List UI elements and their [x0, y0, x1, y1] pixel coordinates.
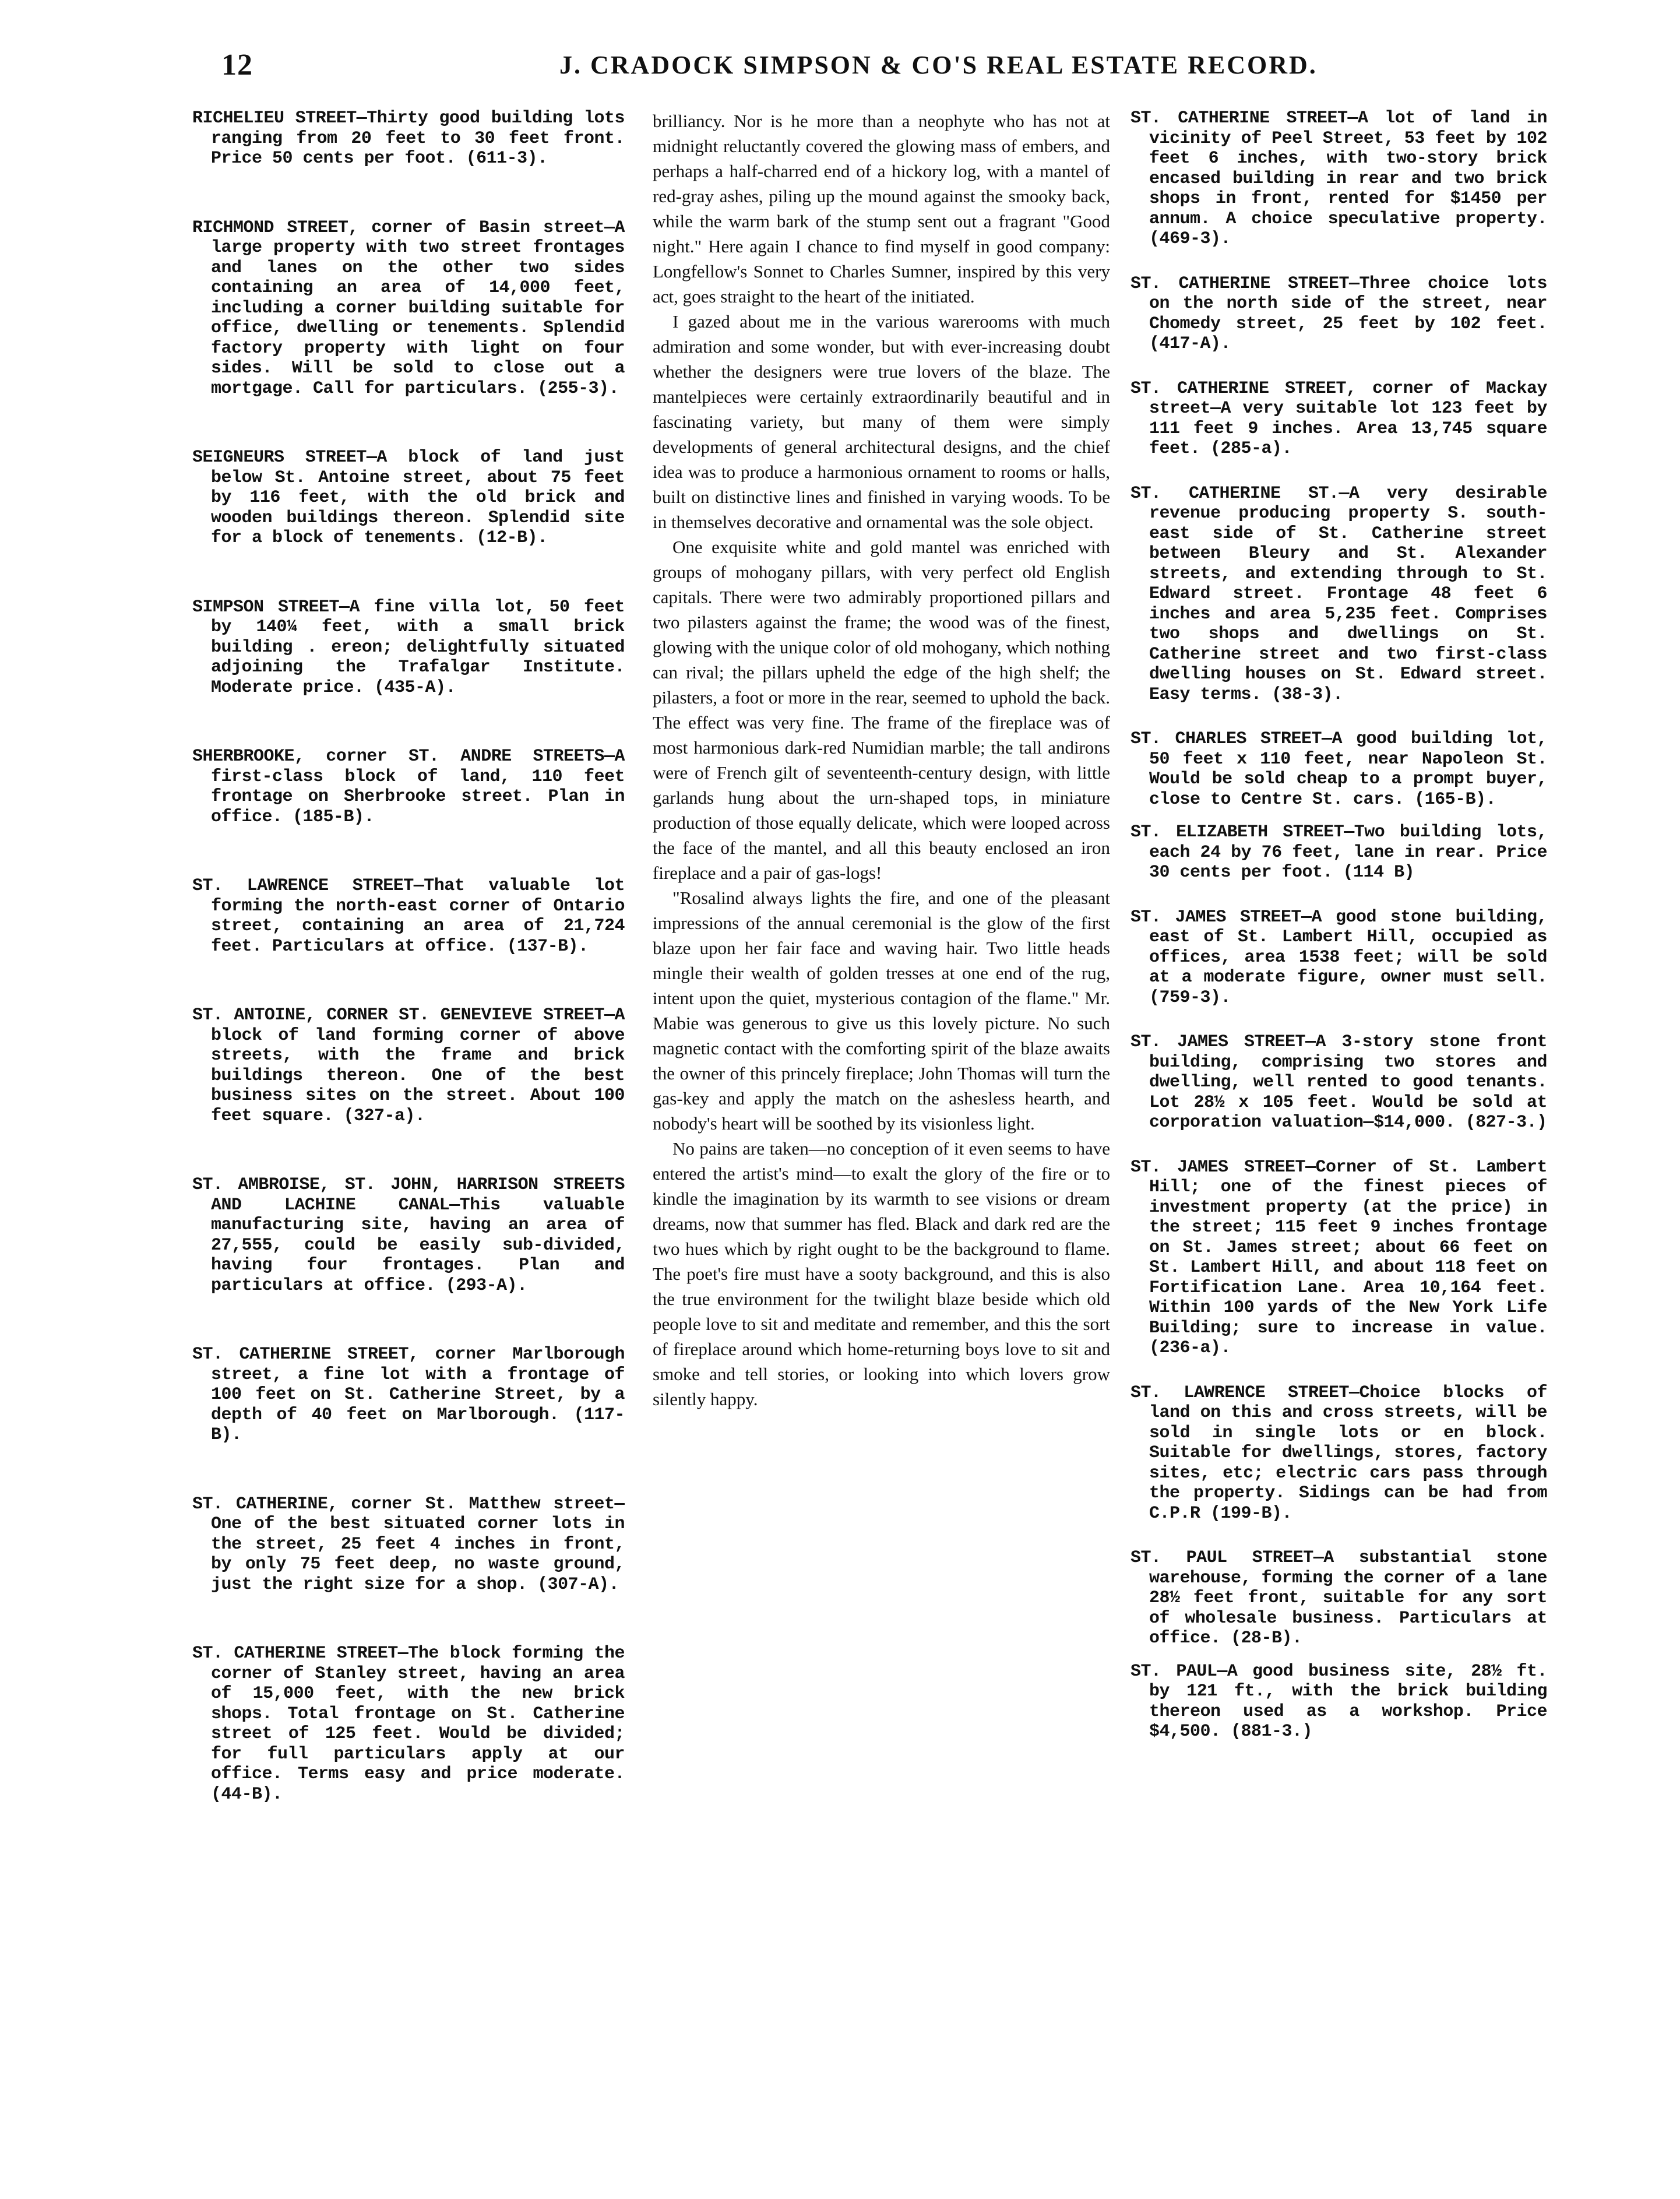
listing-st-ambroise-lachine-canal: ST. AMBROISE, ST. JOHN, HARRISON STREETS AND LACHINE CANAL—This valuable manufacturing site, having an area of 27,555, could be easily sub-divided, having four frontages. Plan and particulars at office. (293-A).: [192, 1175, 625, 1296]
article-paragraph: I gazed about me in the various warerooms with much admiration and some wonder, but with ever-increasing doubt whether the designers were true lovers of the blaze. The mantelpieces were certainly extraordinarily beautiful and in fascinating variety, but many of them were simply developments of general architectural designs, and the chief idea was to produce a harmonious ornament to rooms or halls, built on distinctive lines and finished in varying woods. To be in themselves decorative and ornamental was the sole object.: [653, 311, 1110, 532]
article-paragraph: "Rosalind always lights the fire, and one of the pleasant impressions of the annual ceremonial is the glow of the first blaze upon her fair face and waving hair. Two little heads mingle their wealth of golden tresses at one end of the rug, intent upon the quiet, mysterious contagion of the flame." Mr. Mabie was generous to give us this lovely picture. No such magnetic contact with the comforting spirit of the blaze awaits the owner of this princely fireplace; John Thomas will turn the gas-key and apply the match on the ashesless hearth, and nobody's heart will be soothed by its visionless light.: [653, 888, 1110, 1134]
listing-st-catherine-mackay: ST. CATHERINE STREET, corner of Mackay street—A very suitable lot 123 feet by 111 feet 9 inches. Area 13,745 square feet. (285-a).: [1130, 378, 1547, 459]
listing-seigneurs-street: SEIGNEURS STREET—A block of land just below St. Antoine street, about 75 feet by 116 feet, with the old brick and wooden buildings thereon. Splendid site for a block of tenements. (12-B).: [192, 448, 625, 548]
listing-st-charles-street: ST. CHARLES STREET—A good building lot, 50 feet x 110 feet, near Napoleon St. Would be sold cheap to a prompt buyer, close to Centre St. cars. (165-B).: [1130, 729, 1547, 810]
left-column-listings: [192, 108, 625, 1997]
listing-st-paul-warehouse: ST. PAUL STREET—A substantial stone warehouse, forming the corner of a lane 28½ feet front, suitable for any sort of wholesale business. Particulars at office. (28-B).: [1130, 1548, 1547, 1648]
middle-column-article: [653, 108, 1110, 1997]
listing-st-catherine-stanley: ST. CATHERINE STREET—The block forming the corner of Stanley street, having an area of 15,000 feet, with the new brick shops. Total frontage on St. Catherine street of 125 feet. Would be divided; for full particulars apply at our office. Terms easy and price moderate. (44-B).: [192, 1644, 625, 1804]
listing-st-catherine-bleury: ST. CATHERINE ST.—A very desirable revenue producing property S. south-east side of St. Catherine street between Bleury and St. Alexander streets, and extending through to St. Edward street. Frontage 48 feet 6 inches and area 5,235 feet. Comprises two shops and dwellings on St. Catherine street and two first-class dwelling houses on St. Edward street. Easy terms. (38-3).: [1130, 483, 1547, 705]
listing-st-catherine-peel: ST. CATHERINE STREET—A lot of land in vicinity of Peel Street, 53 feet by 102 feet 6 inches, with two-story brick encased building in rear and two brick shops in front, rented for $1450 per annum. A choice speculative property. (469-3).: [1130, 108, 1547, 249]
listing-st-lawrence-street: ST. LAWRENCE STREET—That valuable lot forming the north-east corner of Ontario street, containing an area of 21,724 feet. Particulars at office. (137-B).: [192, 876, 625, 956]
article-paragraph: brilliancy. Nor is he more than a neophyte who has not at midnight reluctantly covered the glowing mass of embers, and perhaps a half-charred end of a hickory log, with a mantel of red-gray ashes, piling up the mound against the smooky back, while the warm bark of the stump sent out a fragrant "Good night." Here again I chance to find myself in good company: Longfellow's Sonnet to Charles Sumner, inspired by this very act, goes straight to the heart of the initiated.: [653, 111, 1110, 307]
listing-st-james-three-story: ST. JAMES STREET—A 3-story stone front building, comprising two stores and dwelling, well rented to good tenants. Lot 28½ x 105 feet. Would be sold at corporation valuation—$14,000. (827-3.): [1130, 1032, 1547, 1132]
listing-sherbrooke-st-andre: SHERBROOKE, corner ST. ANDRE STREETS—A first-class block of land, 110 feet frontage on Sherbrooke street. Plan in office. (185-B).: [192, 747, 625, 827]
listing-st-catherine-st-matthew: ST. CATHERINE, corner St. Matthew street—One of the best situated corner lots in the street, 25 feet 4 inches in front, by only 75 feet deep, no waste ground, just the right size for a shop. (307-A).: [192, 1494, 625, 1595]
listing-st-james-stone-building: ST. JAMES STREET—A good stone building, east of St. Lambert Hill, occupied as offices, area 1538 feet; will be sold at a moderate figure, owner must sell. (759-3).: [1130, 907, 1547, 1008]
right-column-listings: [1130, 108, 1547, 1997]
running-title: J. CRADOCK SIMPSON & CO'S REAL ESTATE RECORD.: [559, 51, 1318, 79]
listing-st-lawrence-blocks: ST. LAWRENCE STREET—Choice blocks of land on this and cross streets, will be sold in single lots or en block. Suitable for dwellings, stores, factory sites, etc; electric cars pass through the property. Sidings can be had from C.P.R (199-B).: [1130, 1382, 1547, 1524]
listing-st-paul-workshop: ST. PAUL—A good business site, 28½ ft. by 121 ft., with the brick building thereon used as a workshop. Price $4,500. (881-3.): [1130, 1661, 1547, 1741]
listing-st-elizabeth-street: ST. ELIZABETH STREET—Two building lots, each 24 by 76 feet, lane in rear. Price 30 cents per foot. (114 B): [1130, 822, 1547, 882]
page-number: 12: [221, 48, 253, 82]
listing-simpson-street: SIMPSON STREET—A fine villa lot, 50 feet by 140¼ feet, with a small brick building . ereon; delightfully situated adjoining the Trafalgar Institute. Moderate price. (435-A).: [192, 597, 625, 698]
listing-st-james-st-lambert-hill: ST. JAMES STREET—Corner of St. Lambert Hill; one of the finest pieces of investment property (at the price) in the street; 115 feet 9 inches frontage on St. James street; about 66 feet on St. Lambert Hill, and about 118 feet on Fortification Lane. Area 10,164 feet. Within 100 yards of the New York Life Building; sure to increase in value. (236-a).: [1130, 1157, 1547, 1358]
listing-st-catherine-chomedy: ST. CATHERINE STREET—Three choice lots on the north side of the street, near Chomedy street, 25 feet by 102 feet. (417-A).: [1130, 273, 1547, 354]
listing-st-catherine-marlborough: ST. CATHERINE STREET, corner Marlborough street, a fine lot with a frontage of 100 feet on St. Catherine Street, by a depth of 40 feet on Marlborough. (117-B).: [192, 1345, 625, 1445]
listing-st-antoine-st-genevieve: ST. ANTOINE, CORNER ST. GENEVIEVE STREET—A block of land forming corner of above streets, with the frame and brick buildings thereon. One of the best business sites on the street. About 100 feet square. (327-a).: [192, 1005, 625, 1126]
listing-richelieu-street: RICHELIEU STREET—Thirty good building lots ranging from 20 feet to 30 feet front. Price 50 cents per foot. (611-3).: [192, 108, 625, 168]
article-paragraph: One exquisite white and gold mantel was enriched with groups of mohogany pillars, with very perfect old English capitals. There were two admirably proportioned pillars and two pilasters against the frame; the wood was of the finest, glowing with the unique color of old mohogany, which nothing can rival; the pillars upheld the edge of the high shelf; the pilasters, a foot or more in the rear, seemed to uphold the back. The effect was very fine. The frame of the fireplace was of most harmonious dark-red Numidian marble; the tall andirons were of French gilt of seventeenth-century design, with little garlands hung about the urn-shaped tops, in miniature production of those equally delicate, which were looped across the face of the mantel, and all this beauty enclosed an iron fireplace and a pair of gas-logs!: [653, 537, 1110, 883]
article-paragraph: No pains are taken—no conception of it even seems to have entered the artist's mind—to exalt the glory of the fire or to kindle the imagination by its warmth to see visions or dream dreams, now that summer has fled. Black and dark red are the two hues which by right ought to be the background to flame. The poet's fire must have a sooty background, and this is also the true environment for the twilight blaze beside which old people love to sit and meditate and remember, and this the sort of fireplace around which home-returning boys love to sit and smoke and tell stories, or looking into which lovers grow silently happy.: [653, 1138, 1110, 1409]
listing-richmond-street: RICHMOND STREET, corner of Basin street—A large property with two street frontages and lanes on the other two sides containing an area of 14,000 feet, including a corner building suitable for office, dwelling or tenements. Splendid factory property with light on four sides. Will be sold to close out a mortgage. Call for particulars. (255-3).: [192, 217, 625, 399]
